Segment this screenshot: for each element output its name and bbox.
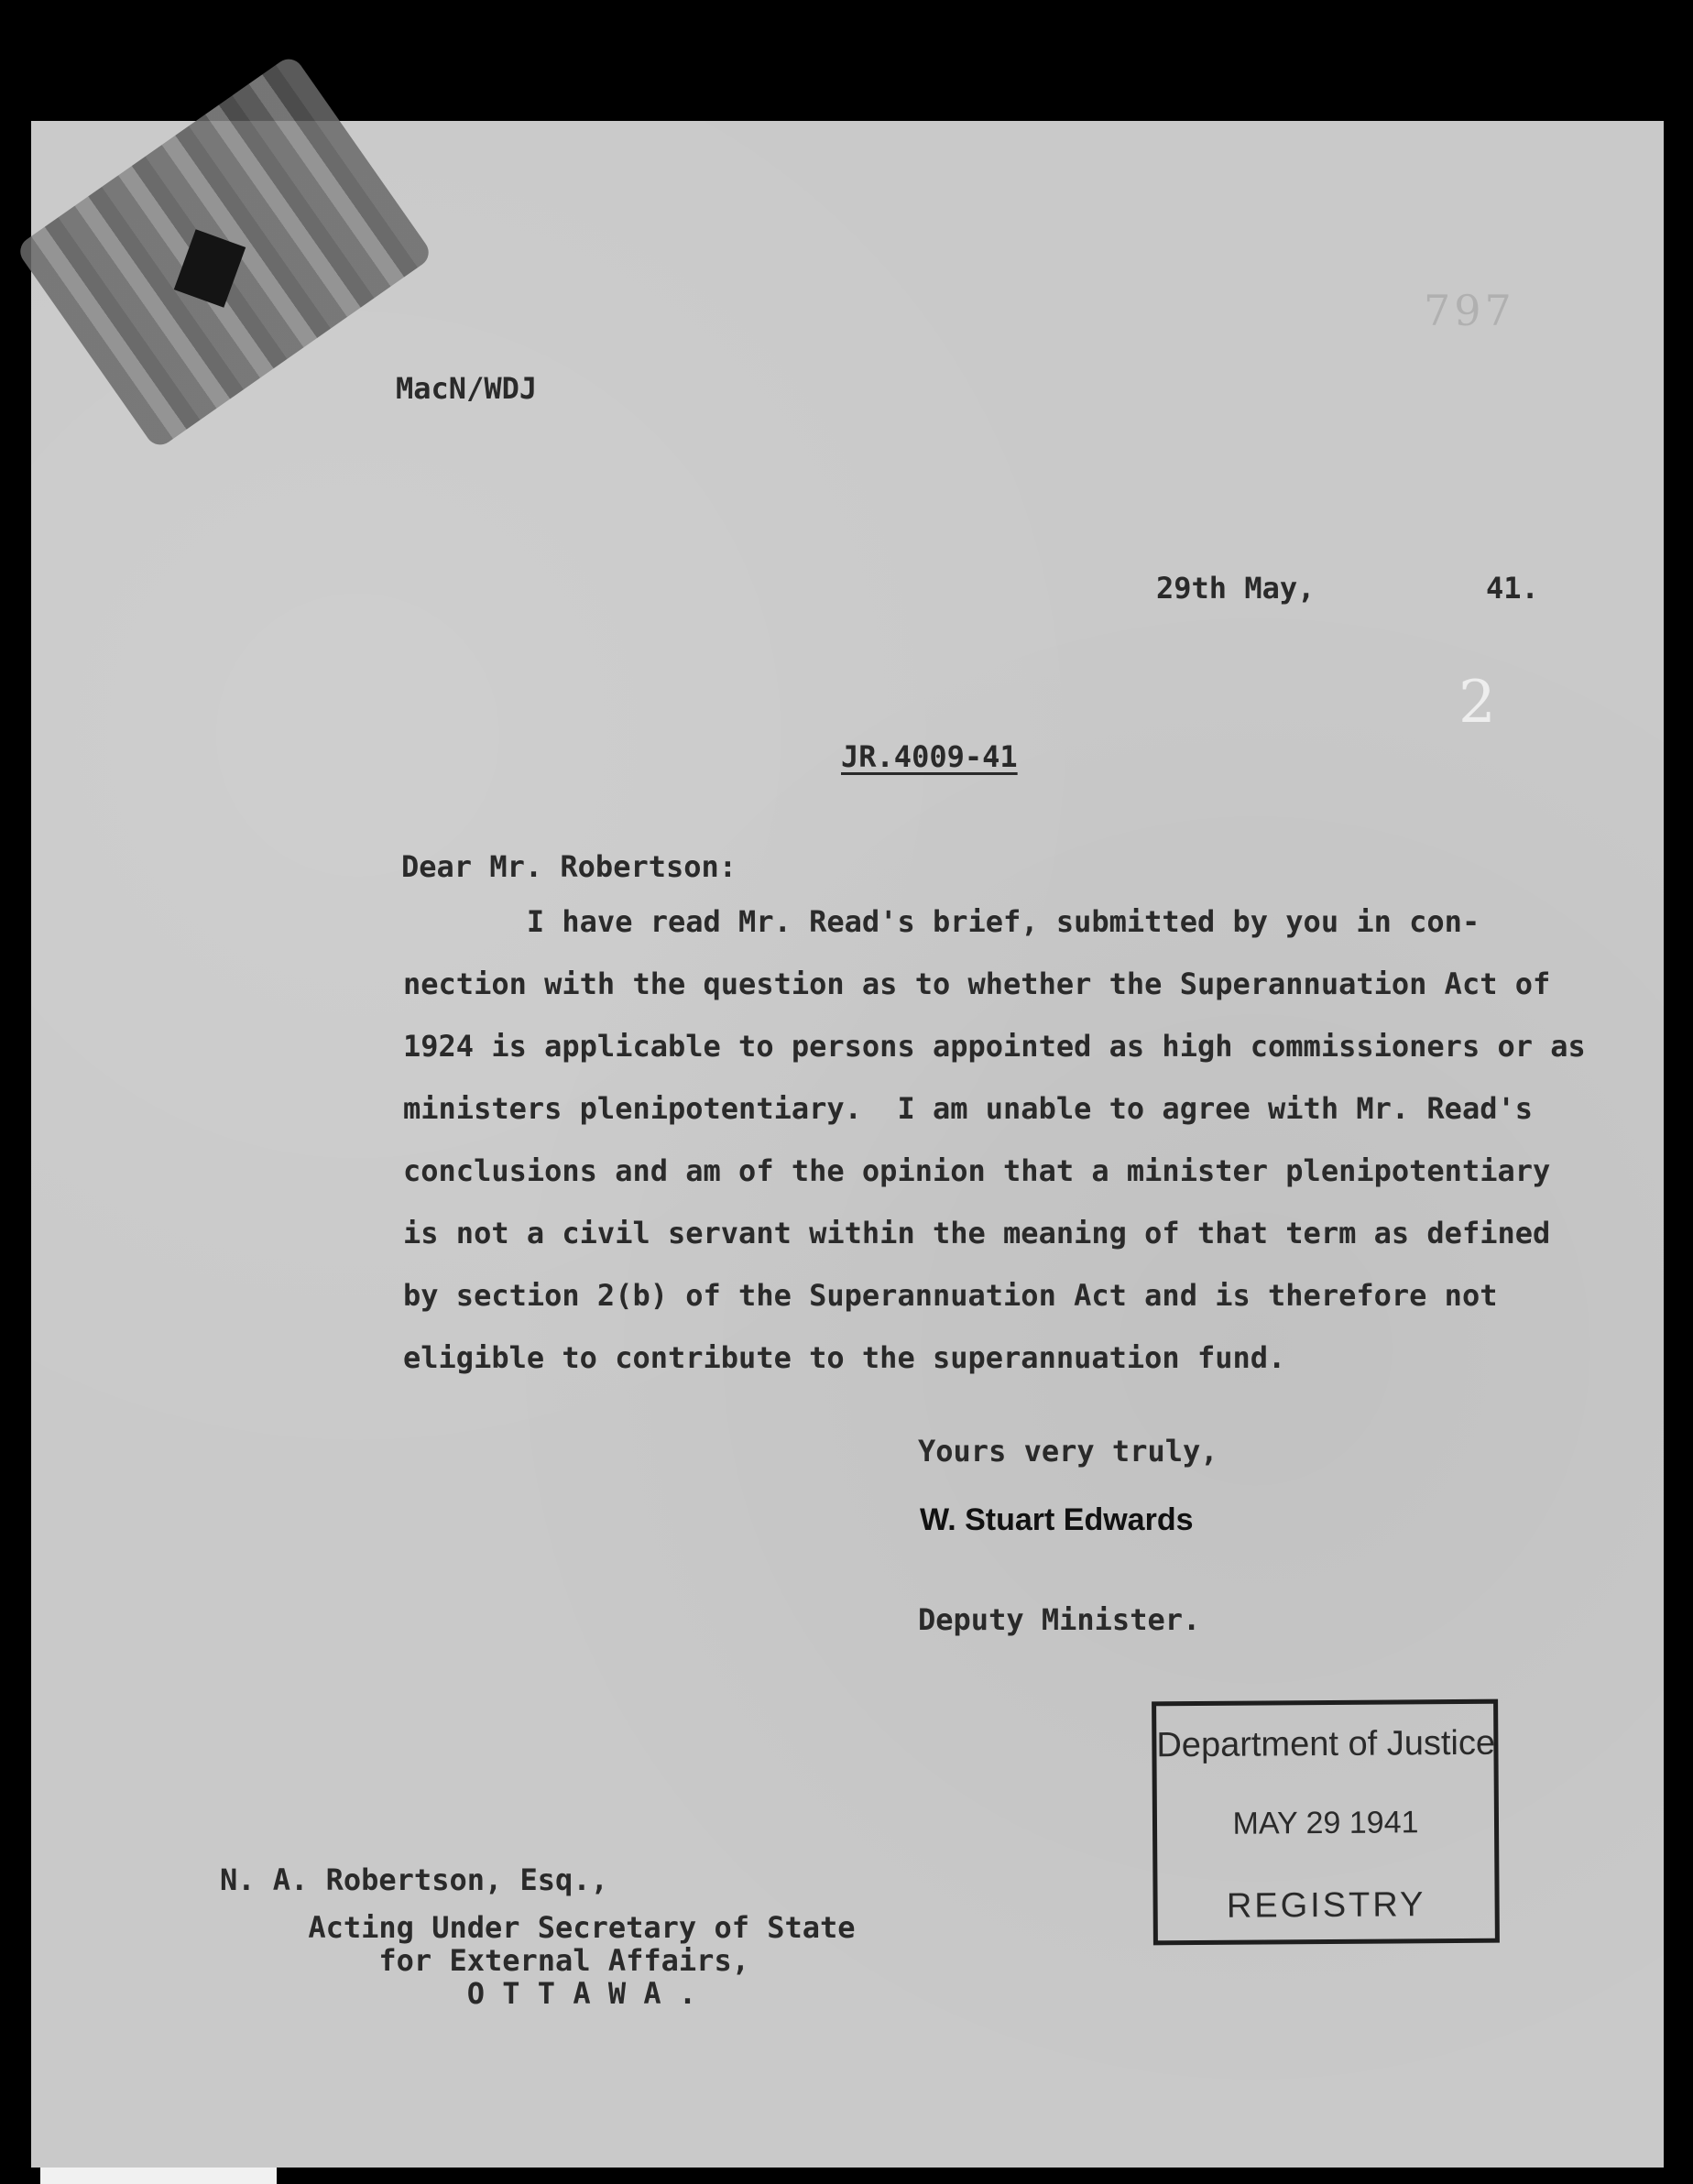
body-line: nection with the question as to whether the Superannuation Act of [403, 966, 1551, 1001]
body-line: is not a civil servant within the meaning of that term as defined [403, 1216, 1551, 1250]
stamp-date: MAY 29 1941 [1232, 1805, 1419, 1841]
recipient-line: for External Affairs, [220, 1943, 749, 1978]
margin-note: 2 [1458, 669, 1496, 737]
body-line: conclusions and am of the opinion that a minister plenipotentiary [403, 1153, 1551, 1188]
signer-title: Deputy Minister. [918, 1602, 1201, 1637]
letter-date: 29th May, [1156, 571, 1316, 606]
stamp-department: Department of Justice [1156, 1723, 1496, 1765]
recipient-line: N. A. Robertson, Esq., [220, 1862, 608, 1897]
salutation: Dear Mr. Robertson: [401, 849, 737, 884]
closing: Yours very truly, [918, 1434, 1218, 1469]
page-number: 797 [1424, 286, 1515, 335]
body-line: by section 2(b) of the Superannuation Act and is therefore not [403, 1278, 1498, 1313]
body-line: ministers plenipotentiary. I am unable to agree with Mr. Read's [403, 1091, 1533, 1126]
recipient-line: Acting Under Secretary of State [220, 1910, 856, 1945]
letter-year: 41. [1486, 571, 1539, 606]
body-line: I have read Mr. Read's brief, submitted by you in con- [403, 904, 1480, 939]
body-line: eligible to contribute to the superannuation fund. [403, 1340, 1286, 1375]
recipient-line: O T T A W A . [220, 1976, 697, 2011]
body-line: 1924 is applicable to persons appointed as high commissioners or as [403, 1029, 1586, 1064]
registry-stamp [1152, 1699, 1500, 1946]
stamp-label: REGISTRY [1226, 1885, 1426, 1926]
file-number: JR.4009-41 [841, 739, 1018, 774]
film-tab [40, 2168, 277, 2184]
reference-initials: MacN/WDJ [396, 371, 538, 406]
signature: W. Stuart Edwards [920, 1502, 1194, 1537]
